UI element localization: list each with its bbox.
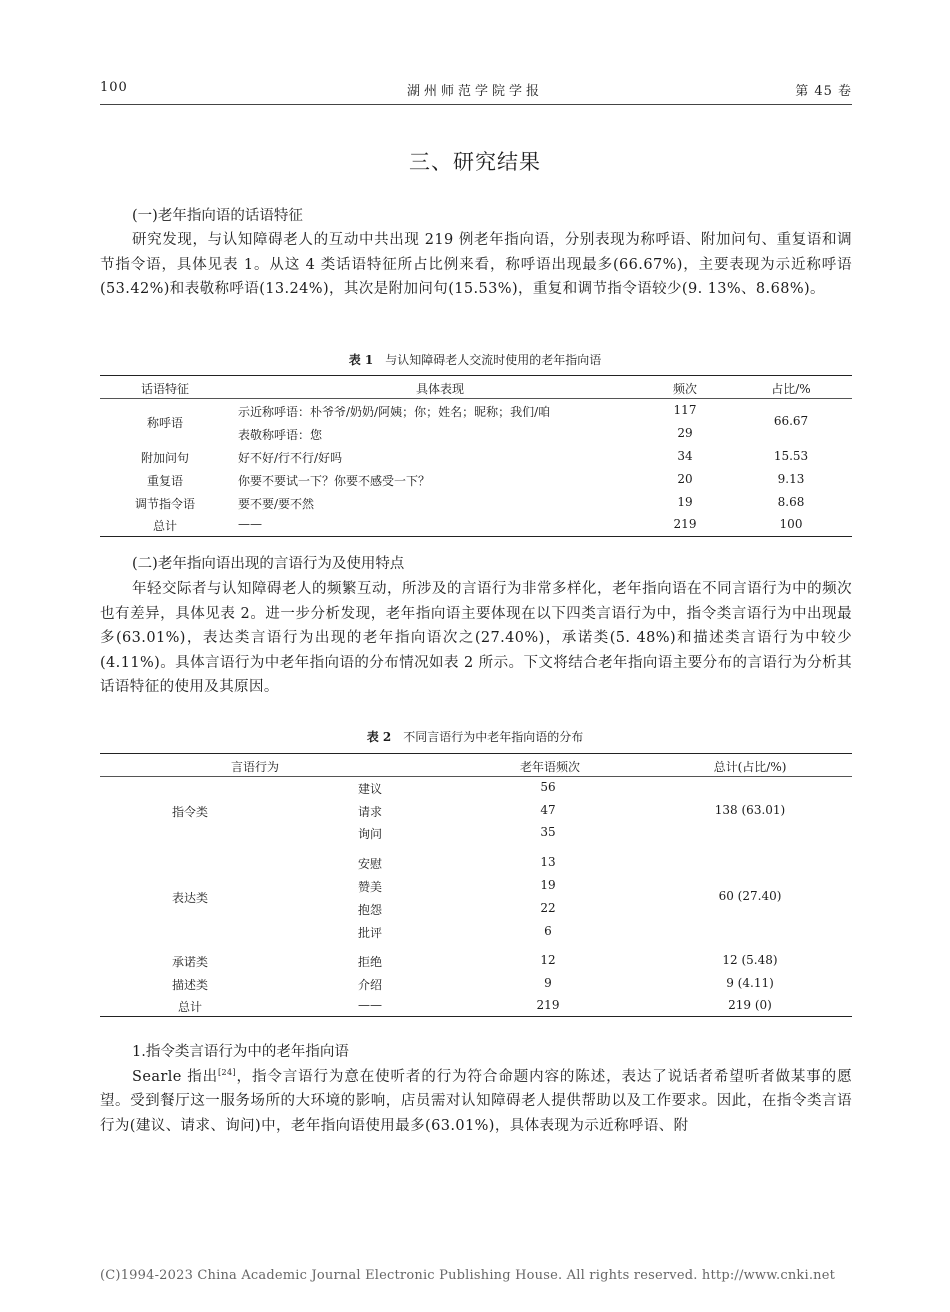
- table2-cell-total: 9 (4.11): [726, 976, 774, 990]
- table2-cell-frequency: 6: [544, 924, 552, 938]
- table1-cell-detail: 好不好/行不行/好吗: [238, 451, 343, 465]
- subsection-heading-1: (一)老年指向语的话语特征: [132, 208, 303, 224]
- table2-cell-frequency: 13: [540, 855, 556, 869]
- table1-header-percent: 占比/%: [771, 382, 811, 396]
- table2-bottom-rule: [100, 1016, 852, 1017]
- table2-cell-frequency: 219: [536, 998, 560, 1012]
- table2-caption-text: 不同言语行为中老年指向语的分布: [403, 730, 584, 744]
- table2-cell-category: 指令类: [171, 805, 208, 819]
- paragraph-3-text: [100, 1061, 852, 1138]
- table2-cell-total: 219 (0): [728, 998, 772, 1012]
- table1-cell-percent: 8.68: [777, 495, 805, 509]
- table1-cell-frequency: 20: [677, 472, 693, 486]
- table1-cell-detail: 表敬称呼语：您: [238, 428, 323, 442]
- table2-cell-act: 建议: [357, 782, 382, 796]
- table1-cell-detail: 你要不要试一下？你要不感受一下？: [238, 474, 431, 488]
- table2-cell-total: 138 (63.01): [714, 803, 786, 817]
- paragraph-3: [100, 1061, 852, 1138]
- table1-bottom-rule: [100, 536, 852, 537]
- table2-cell-act: 安慰: [357, 857, 382, 871]
- table2-cell-frequency: 12: [540, 953, 556, 967]
- table2-cell-total: 12 (5.48): [722, 953, 778, 967]
- table1-cell-frequency: 219: [673, 517, 697, 531]
- table2-cell-act: 介绍: [357, 978, 382, 992]
- table2-cell-act: 拒绝: [357, 955, 382, 969]
- volume-label: 第 45 卷: [795, 84, 852, 99]
- paragraph-3-lead: Searle 指出: [132, 1068, 219, 1085]
- table1-cell-percent: 66.67: [773, 414, 809, 428]
- table2-cell-category: 总计: [177, 1000, 202, 1014]
- paragraph-1-text: 研究发现，与认知障碍老人的互动中共出现 219 例老年指向语，分别表现为称呼语、附加问句、重复语和调节指令语，具体见表 1。从这 4 类话语特征所占比例来看，称呼语出现最多(66.67%)，主要表现为示近称呼语(53.42%)和表敬称呼语(13.24%)，其次是附加问句(15.53%)，重复和调节指令语较少(9. 13%、8.68%)。: [100, 232, 852, 297]
- table2-cell-category: 承诺类: [171, 955, 208, 969]
- table2-cell-frequency: 47: [540, 803, 556, 817]
- table1-label: 表 1: [348, 353, 374, 367]
- table1-header-frequency: 频次: [672, 382, 697, 396]
- table1-cell-detail: 示近称呼语：朴爷爷/奶奶/阿姨；你；姓名；昵称；我们/咱: [238, 405, 551, 419]
- table2-header-act: 言语行为: [230, 760, 279, 774]
- table1-top-rule: [100, 375, 852, 376]
- table2-header-rule: [100, 776, 852, 777]
- table2-header-frequency: 老年语频次: [519, 760, 580, 774]
- table2-cell-frequency: 22: [540, 901, 556, 915]
- header-rule: [100, 104, 852, 105]
- page-number: 100: [100, 80, 128, 95]
- table2-cell-total: 60 (27.40): [718, 889, 782, 903]
- table1-caption-text: 与认知障碍老人交流时使用的老年指向语: [385, 353, 602, 367]
- paragraph-3-rest: ，指令言语行为意在使听者的行为符合命题内容的陈述，表达了说话者希望听者做某事的愿望。受到餐厅这一服务场所的大环境的影响，店员需对认知障碍老人提供帮助以及工作要求。因此，在指令类言语行为(建议、请求、询问)中，老年指向语使用最多(63.01%)，具体表现为示近称呼语、附: [100, 1068, 852, 1134]
- table2-cell-frequency: 9: [544, 976, 552, 990]
- paragraph-1: [100, 228, 852, 302]
- section-title: 三、研究结果: [409, 150, 541, 174]
- table2-label: 表 2: [366, 730, 392, 744]
- table2-cell-category: 表达类: [171, 891, 208, 905]
- table1-cell-feature: 总计: [152, 519, 177, 533]
- table1-cell-feature: 称呼语: [146, 416, 183, 430]
- copyright-footer: (C)1994-2023 China Academic Journal Electronic Publishing House. All rights reserved. http://www.cnki.net: [100, 1268, 836, 1283]
- table1-cell-frequency: 117: [673, 403, 697, 417]
- paragraph-2: [100, 577, 852, 700]
- citation-24: [24]: [218, 1068, 237, 1077]
- table1-cell-detail: 要不要/要不然: [238, 497, 315, 511]
- table2-cell-frequency: 35: [540, 825, 556, 839]
- table2-cell-act: 抱怨: [357, 903, 382, 917]
- table1-cell-percent: 9.13: [777, 472, 805, 486]
- table1-cell-feature: 调节指令语: [134, 497, 195, 511]
- subsection-heading-3: 1.指令类言语行为中的老年指向语: [132, 1044, 349, 1060]
- table2-cell-category: 描述类: [171, 978, 208, 992]
- subsection-heading-2: (二)老年指向语出现的言语行为及使用特点: [132, 556, 405, 572]
- table1-cell-frequency: 29: [677, 426, 693, 440]
- table2-cell-frequency: 56: [540, 780, 556, 794]
- table2-cell-act: 赞美: [357, 880, 382, 894]
- table2-caption: [0, 728, 950, 745]
- table1-cell-feature: 附加问句: [140, 451, 189, 465]
- table1-header-feature: 话语特征: [140, 382, 189, 396]
- table2-cell-act: 询问: [357, 827, 382, 841]
- table1-cell-feature: 重复语: [146, 474, 183, 488]
- table1-caption: [0, 351, 950, 368]
- table1-cell-detail: ——: [238, 517, 262, 531]
- table1-cell-frequency: 34: [677, 449, 693, 463]
- table1-cell-percent: 15.53: [773, 449, 809, 463]
- table2-cell-frequency: 19: [540, 878, 556, 892]
- table2-header-total: 总计(占比/%): [713, 760, 787, 774]
- table2-cell-act: 请求: [357, 805, 382, 819]
- table1-cell-frequency: 19: [677, 495, 693, 509]
- table2-cell-act: 批评: [357, 926, 382, 940]
- paragraph-2-text: 年轻交际者与认知障碍老人的频繁互动，所涉及的言语行为非常多样化，老年指向语在不同言语行为中的频次也有差异，具体见表 2。进一步分析发现，老年指向语主要体现在以下四类言语行为中，指令类言语行为中出现最多(63.01%)，表达类言语行为出现的老年指向语次之(27.40%)，承诺类(5. 48%)和描述类言语行为中较少(4.11%)。具体言语行为中老年指向语的分布情况如表 2 所示。下文将结合老年指向语主要分布的言语行为分析其话语特征的使用及其原因。: [100, 581, 852, 695]
- table1-cell-percent: 100: [779, 517, 803, 531]
- table1-header-detail: 具体表现: [415, 382, 464, 396]
- journal-name: 湖州师范学院学报: [406, 84, 543, 99]
- table1-header-rule: [100, 398, 852, 399]
- table2-top-rule: [100, 753, 852, 754]
- table2-cell-act: ——: [358, 998, 382, 1012]
